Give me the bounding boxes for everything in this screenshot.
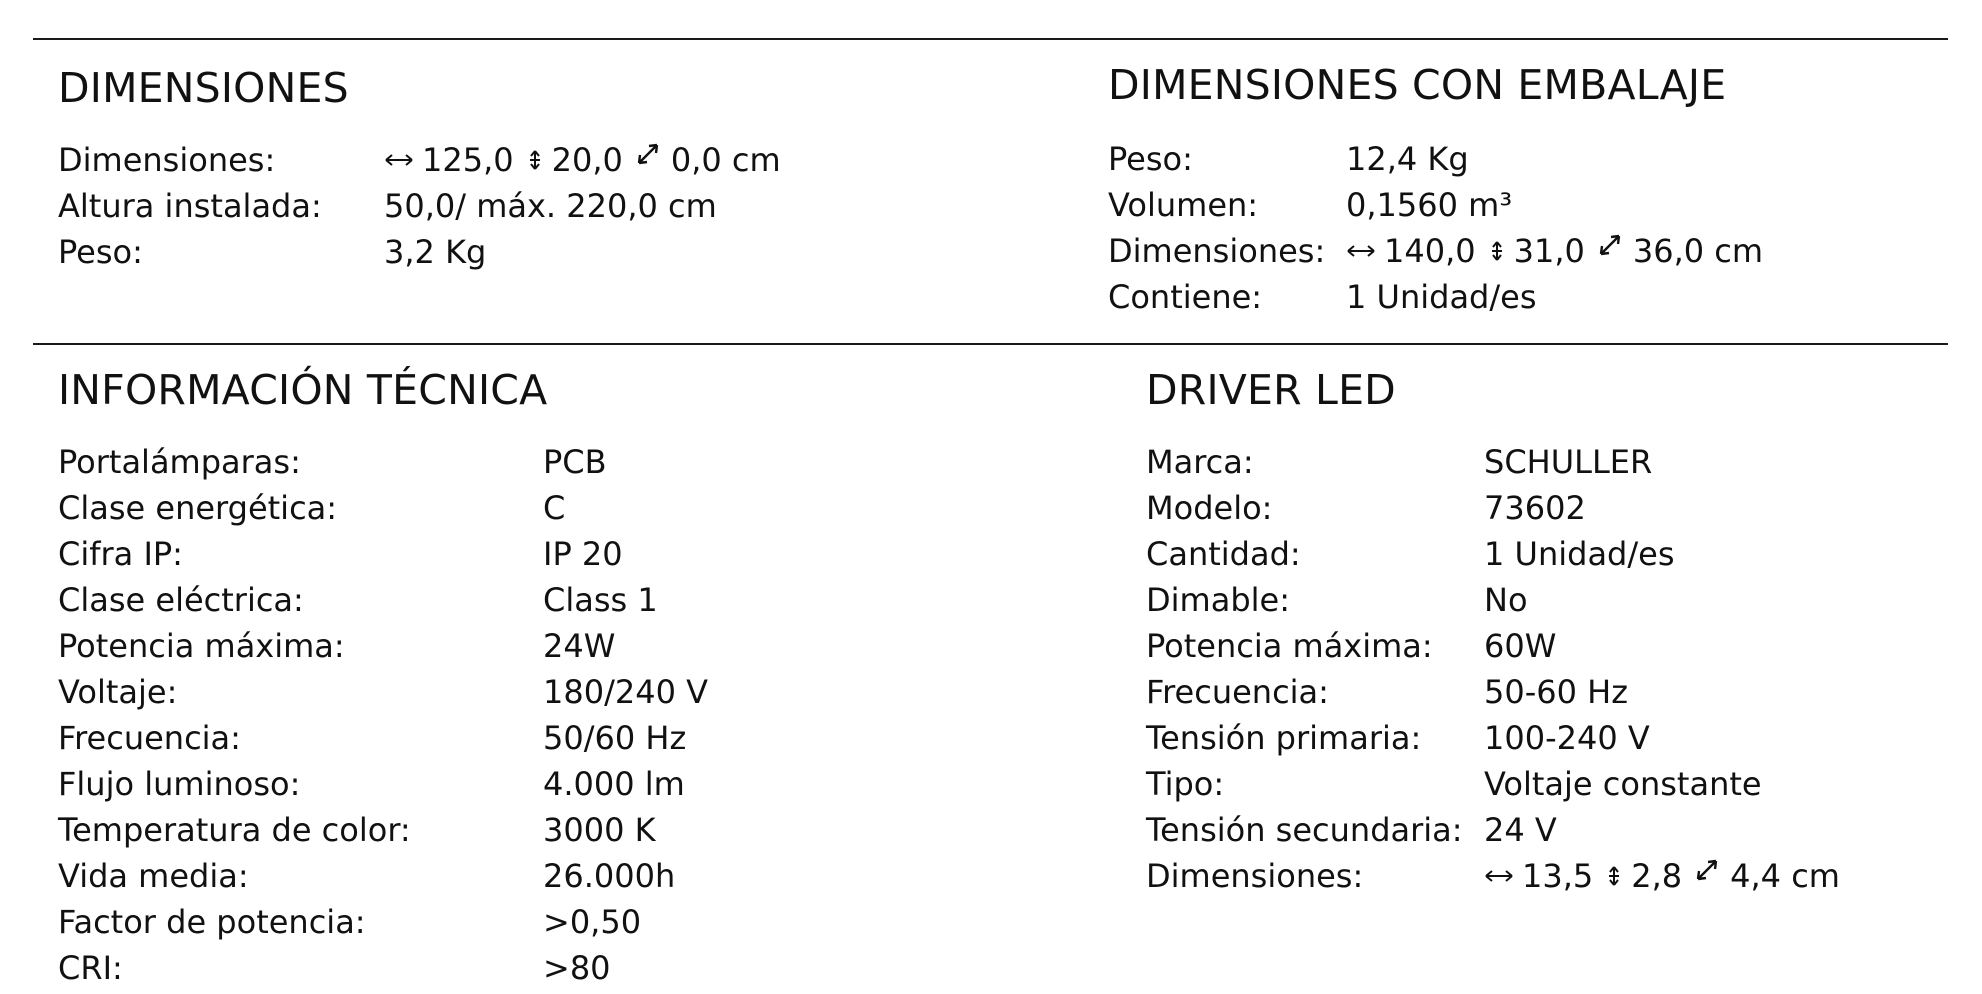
top-divider (33, 38, 1948, 40)
packaging-volume-value: 0,1560 m³ (1346, 186, 1513, 224)
spec-value: 50/60 Hz (543, 719, 687, 757)
packaging-contains-row (1108, 274, 1763, 320)
packaging-title: DIMENSIONES CON EMBALAJE (1108, 61, 1727, 109)
spec-row (58, 577, 708, 623)
height-arrow-icon (1490, 239, 1504, 263)
dimensions-label: Dimensiones: (58, 141, 276, 179)
spec-row (58, 853, 708, 899)
spec-row (58, 761, 708, 807)
depth-arrow-icon (1694, 857, 1720, 883)
driver-row (1146, 807, 1840, 853)
driver-value: 24 V (1484, 811, 1557, 849)
spec-value: Class 1 (543, 581, 658, 619)
driver-value: No (1484, 581, 1528, 619)
spec-label: Frecuencia: (58, 719, 241, 757)
driver-row (1146, 761, 1840, 807)
packaging-volume-label: Volumen: (1108, 186, 1259, 224)
packaging-dimensions-row (1108, 228, 1763, 274)
driver-title: DRIVER LED (1146, 366, 1396, 414)
installed-height-label: Altura instalada: (58, 187, 322, 225)
dimensions-value (384, 137, 781, 183)
installed-height-value: 50,0/ máx. 220,0 cm (384, 187, 717, 225)
driver-dimensions-label: Dimensiones: (1146, 857, 1364, 895)
driver-label: Tensión primaria: (1146, 719, 1422, 757)
depth-arrow-icon (635, 141, 661, 167)
width-arrow-icon (384, 150, 414, 170)
spec-row (58, 945, 708, 991)
spec-value: 26.000h (543, 857, 676, 895)
spec-label: Cifra IP: (58, 535, 183, 573)
driver-dimensions-value (1484, 853, 1840, 899)
driver-value: SCHULLER (1484, 443, 1653, 481)
driver-row (1146, 623, 1840, 669)
driver-value: 100-240 V (1484, 719, 1650, 757)
height-arrow-icon (528, 148, 542, 172)
spec-value: 180/240 V (543, 673, 708, 711)
technical-title: INFORMACIÓN TÉCNICA (58, 366, 548, 414)
packaging-weight-value: 12,4 Kg (1346, 140, 1469, 178)
spec-label: Vida media: (58, 857, 249, 895)
spec-value: >80 (543, 949, 611, 987)
driver-height: 2,8 (1631, 857, 1683, 895)
driver-label: Frecuencia: (1146, 673, 1329, 711)
spec-row (58, 807, 708, 853)
width-arrow-icon (1346, 241, 1376, 261)
driver-rows (1146, 439, 1840, 899)
weight-label: Peso: (58, 233, 143, 271)
driver-label: Dimable: (1146, 581, 1290, 619)
driver-value: 1 Unidad/es (1484, 535, 1675, 573)
driver-label: Tipo: (1146, 765, 1225, 803)
driver-label: Cantidad: (1146, 535, 1301, 573)
driver-row (1146, 715, 1840, 761)
packaging-contains-label: Contiene: (1108, 278, 1263, 316)
driver-label: Potencia máxima: (1146, 627, 1433, 665)
driver-value: 73602 (1484, 489, 1586, 527)
spec-label: Flujo luminoso: (58, 765, 301, 803)
spec-row (58, 899, 708, 945)
packaging-dimensions-value (1346, 228, 1763, 274)
spec-label: Portalámparas: (58, 443, 301, 481)
driver-value: 60W (1484, 627, 1557, 665)
packaging-volume-row (1108, 182, 1763, 228)
spec-row (58, 715, 708, 761)
spec-row (58, 439, 708, 485)
spec-label: CRI: (58, 949, 123, 987)
driver-dimensions-row (1146, 853, 1840, 899)
dimensions-rows (58, 137, 781, 275)
driver-label: Modelo: (1146, 489, 1273, 527)
driver-section (1146, 366, 1840, 899)
spec-label: Potencia máxima: (58, 627, 345, 665)
spec-value: PCB (543, 443, 607, 481)
technical-rows (58, 439, 708, 991)
spec-label: Factor de potencia: (58, 903, 366, 941)
spec-row (58, 485, 708, 531)
technical-section (58, 366, 708, 991)
spec-label: Temperatura de color: (58, 811, 411, 849)
driver-label: Marca: (1146, 443, 1254, 481)
driver-width: 13,5 (1522, 857, 1594, 895)
depth-arrow-icon (1597, 232, 1623, 258)
packaging-section (1108, 61, 1764, 320)
dimension-height: 20,0 (551, 141, 623, 179)
dimension-depth: 0,0 cm (670, 141, 781, 179)
packaging-width: 140,0 (1384, 232, 1476, 270)
dimension-width: 125,0 (422, 141, 514, 179)
packaging-weight-label: Peso: (1108, 140, 1193, 178)
spec-value: 24W (543, 627, 616, 665)
packaging-dimensions-label: Dimensiones: (1108, 232, 1326, 270)
dimensions-section (58, 64, 781, 275)
packaging-weight-row (1108, 136, 1763, 182)
spec-label: Clase eléctrica: (58, 581, 304, 619)
spec-value: IP 20 (543, 535, 623, 573)
driver-value: Voltaje constante (1484, 765, 1762, 803)
packaging-depth: 36,0 cm (1632, 232, 1764, 270)
spec-row (58, 531, 708, 577)
spec-label: Voltaje: (58, 673, 178, 711)
driver-row (1146, 439, 1840, 485)
height-arrow-icon (1607, 864, 1621, 888)
width-arrow-icon (1484, 866, 1514, 886)
middle-divider (33, 343, 1948, 345)
spec-label: Clase energética: (58, 489, 338, 527)
packaging-contains-value: 1 Unidad/es (1346, 278, 1537, 316)
installed-height-row (58, 183, 781, 229)
driver-row (1146, 531, 1840, 577)
dimensions-row (58, 137, 781, 183)
packaging-rows (1108, 136, 1763, 320)
weight-value: 3,2 Kg (384, 233, 487, 271)
spec-value: 4.000 lm (543, 765, 685, 803)
driver-row (1146, 485, 1840, 531)
spec-value: C (543, 489, 566, 527)
spec-row (58, 669, 708, 715)
spec-value: 3000 K (543, 811, 656, 849)
weight-row (58, 229, 781, 275)
driver-label: Tensión secundaria: (1146, 811, 1463, 849)
driver-depth: 4,4 cm (1730, 857, 1840, 895)
dimensions-title: DIMENSIONES (58, 64, 349, 112)
packaging-height: 31,0 (1513, 232, 1585, 270)
spec-value: >0,50 (543, 903, 642, 941)
driver-row (1146, 577, 1840, 623)
spec-row (58, 623, 708, 669)
driver-value: 50-60 Hz (1484, 673, 1629, 711)
driver-row (1146, 669, 1840, 715)
